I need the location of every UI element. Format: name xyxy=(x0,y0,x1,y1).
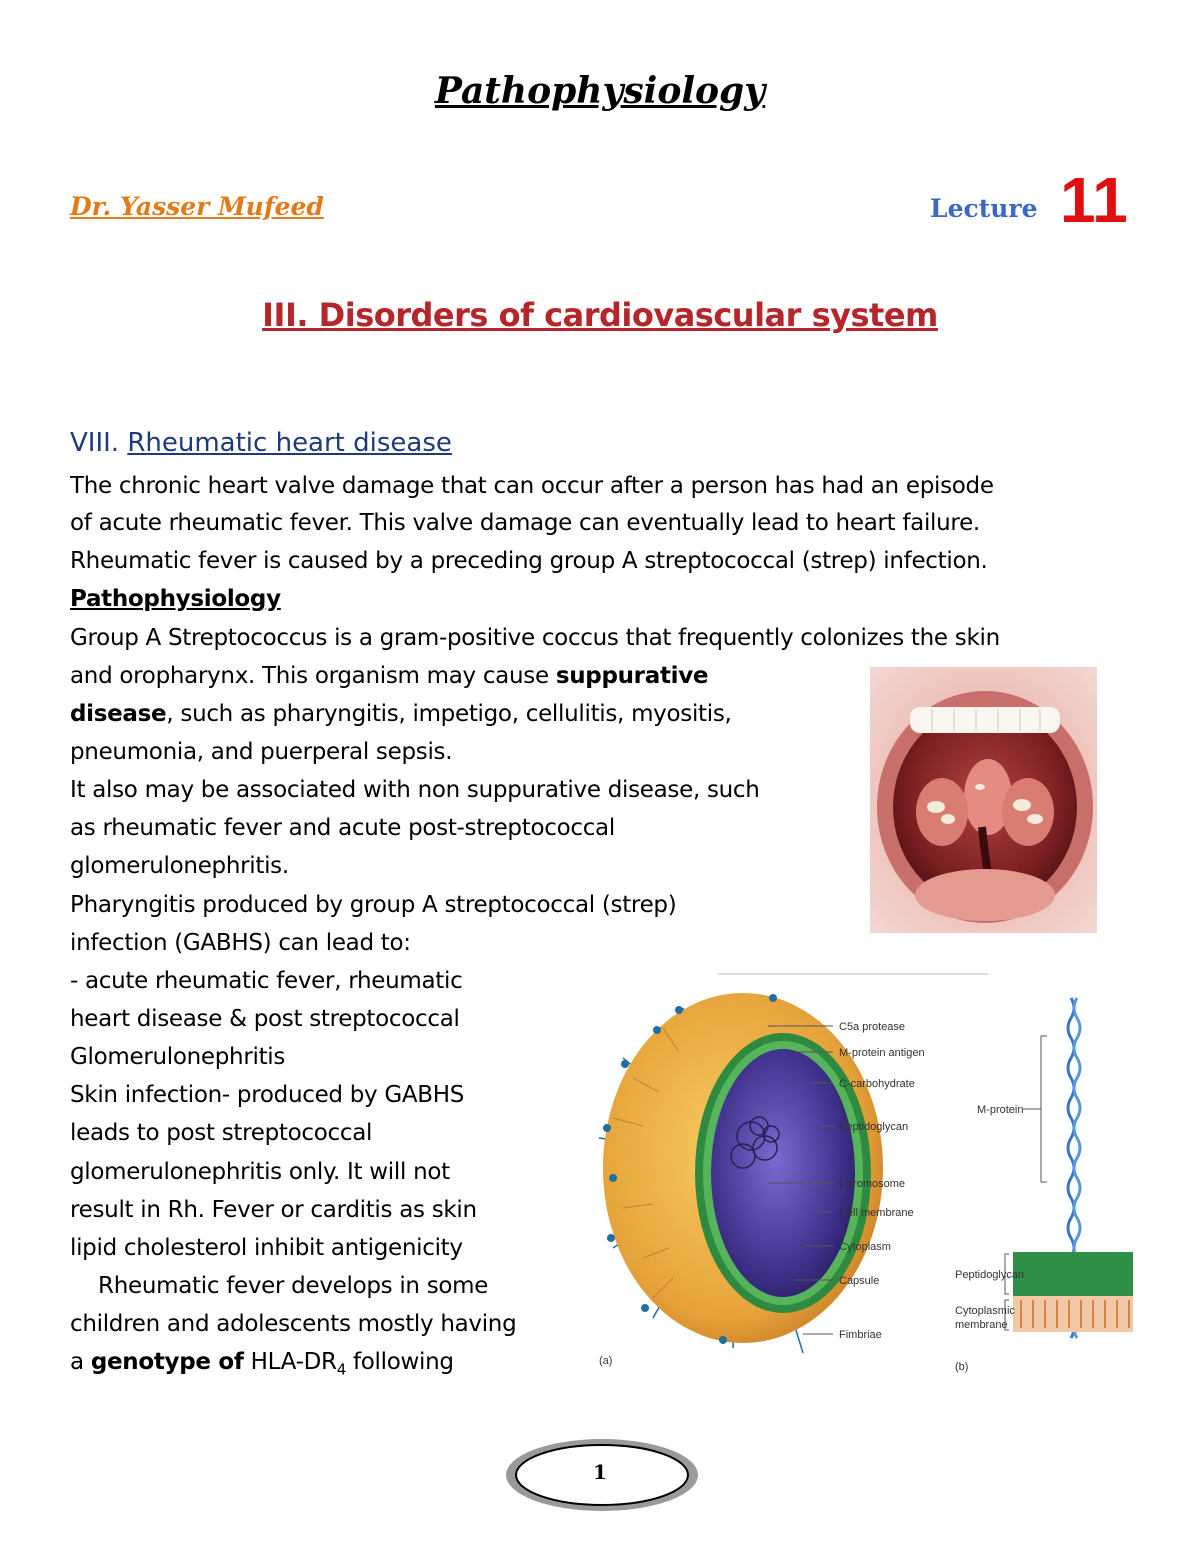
document-title: Pathophysiology xyxy=(434,70,766,112)
label-c5a-protease: C5a protease xyxy=(839,1021,906,1033)
m-protein-panel xyxy=(1005,998,1133,1338)
paragraph-line: lipid cholesterol inhibit antigenicity xyxy=(70,1235,463,1261)
paragraph-line: The chronic heart valve damage that can occur after a person has had an episode xyxy=(70,473,994,499)
label-cytoplasm: Cytoplasm xyxy=(839,1241,891,1253)
page-number: 1 xyxy=(593,1460,607,1484)
lecture-label: Lecture xyxy=(930,194,1038,223)
label-peptidoglycan-b: Peptidoglycan xyxy=(955,1269,1025,1281)
subsection-title: Rheumatic heart disease xyxy=(127,428,452,458)
subsection-number: VIII. xyxy=(70,428,120,458)
paragraph-line: infection (GABHS) can lead to: xyxy=(70,930,411,956)
paragraph-line: children and adolescents mostly having xyxy=(70,1311,517,1337)
label-m-protein-antigen: M-protein antigen xyxy=(839,1047,925,1059)
paragraph-line: It also may be associated with non suppurative disease, such xyxy=(70,777,760,803)
paragraph-line xyxy=(70,663,708,689)
paragraph-line: Glomerulonephritis xyxy=(70,1044,286,1070)
bold-term: suppurative xyxy=(555,663,709,689)
subscript: 4 xyxy=(336,1360,346,1379)
paragraph-line: of acute rheumatic fever. This valve damage can eventually lead to heart failure. xyxy=(70,510,980,536)
label-cytoplasmic: Cytoplasmic xyxy=(955,1305,1015,1317)
text-run: following xyxy=(345,1349,454,1375)
paragraph-line: Skin infection- produced by GABHS xyxy=(70,1082,465,1108)
text-run: and oropharynx. This organism may cause xyxy=(70,663,556,689)
label-peptidoglycan: Peptidoglycan xyxy=(839,1121,909,1133)
paragraph-line: Rheumatic fever is caused by a preceding group A streptococcal (strep) infection. xyxy=(70,548,988,574)
lecture-number: 11 xyxy=(1060,164,1128,236)
paragraph-line xyxy=(70,1349,454,1379)
paragraph-line: glomerulonephritis only. It will not xyxy=(70,1159,450,1185)
paragraph-line: Pharyngitis produced by group A streptococcal (strep) xyxy=(70,892,677,918)
paragraph-line: - acute rheumatic fever, rheumatic xyxy=(70,968,463,994)
paragraph-line: result in Rh. Fever or carditis as skin xyxy=(70,1197,477,1223)
label-c-carbohydrate: C-carbohydrate xyxy=(839,1078,915,1090)
paragraph-line: Group A Streptococcus is a gram-positive coccus that frequently colonizes the skin xyxy=(70,625,1000,651)
label-chromosome: Chromosome xyxy=(839,1178,906,1190)
panel-a-label: (a) xyxy=(599,1355,613,1367)
subsection-heading xyxy=(70,428,452,458)
paragraph-line: glomerulonephritis. xyxy=(70,853,289,879)
label-cell-membrane: Cell membrane xyxy=(839,1207,914,1219)
label-m-protein: M-protein xyxy=(977,1104,1024,1116)
author-name: Dr. Yasser Mufeed xyxy=(70,192,324,221)
pathophysiology-heading: Pathophysiology xyxy=(70,586,281,612)
label-fimbriae: Fimbriae xyxy=(839,1329,882,1341)
section-heading: III. Disorders of cardiovascular system xyxy=(262,296,938,334)
label-membrane: membrane xyxy=(955,1319,1008,1331)
paragraph-line: pneumonia, and puerperal sepsis. xyxy=(70,739,453,765)
paragraph-line: leads to post streptococcal xyxy=(70,1120,373,1146)
label-capsule: Capsule xyxy=(839,1275,880,1287)
text-run: , such as pharyngitis, impetigo, cellulitis, myositis, xyxy=(166,701,732,727)
text-run: HLA-DR xyxy=(243,1349,337,1375)
paragraph-line: as rheumatic fever and acute post-streptococcal xyxy=(70,815,615,841)
bold-term: genotype of xyxy=(90,1349,244,1375)
paragraph-line xyxy=(70,701,732,727)
panel-b-label: (b) xyxy=(955,1361,969,1373)
text-run: a xyxy=(70,1349,91,1375)
streptococcus-structure-diagram xyxy=(593,968,1133,1388)
throat-infection-photo xyxy=(870,667,1097,933)
paragraph-line: Rheumatic fever develops in some xyxy=(70,1273,489,1299)
bold-term: disease xyxy=(70,701,167,727)
paragraph-line: heart disease & post streptococcal xyxy=(70,1006,460,1032)
